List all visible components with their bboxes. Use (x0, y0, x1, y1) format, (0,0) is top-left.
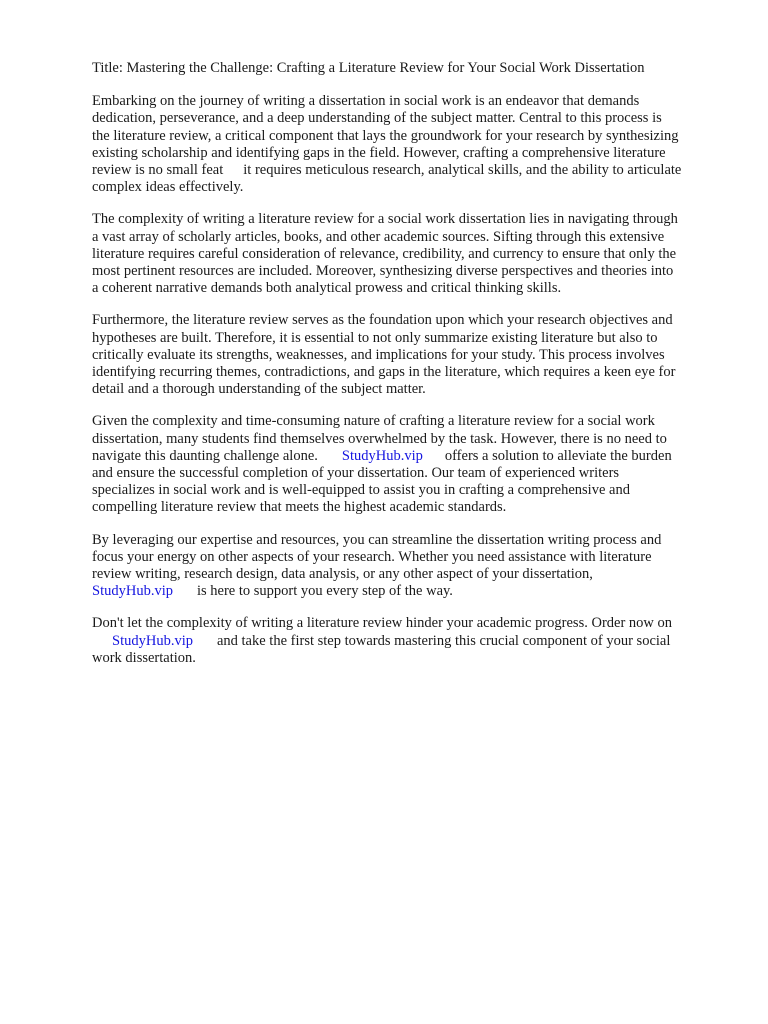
text-line: Given the complexity and time-consuming nature of crafting a literature review for a social work (92, 413, 655, 430)
text-segment: is here to support you every step of the way. (196, 583, 453, 600)
document-title: Title: Mastering the Challenge: Crafting a Literature Review for Your Social Work Dissertation (92, 60, 645, 76)
text-line (92, 583, 724, 600)
studyhub-link[interactable]: StudyHub.vip (112, 632, 193, 649)
document-page (92, 60, 724, 682)
paragraph-leverage (92, 532, 724, 601)
text-segment: it requires meticulous research, analytical skills, and the ability to articulate (243, 162, 682, 179)
text-line: existing scholarship and identifying gaps in the field. However, crafting a comprehensive literature (92, 144, 666, 161)
text-line: Embarking on the journey of writing a dissertation in social work is an endeavor that demands (92, 93, 640, 110)
text-line (92, 162, 724, 179)
text-line: critically evaluate its strengths, weaknesses, and implications for your study. This process involves (92, 346, 665, 363)
paragraph-complexity (92, 211, 724, 297)
text-segment: offers a solution to alleviate the burden (444, 447, 672, 464)
text-line: By leveraging our expertise and resources, you can streamline the dissertation writing process and (92, 531, 662, 548)
text-line: specializes in social work and is well-equipped to assist you in crafting a comprehensive and (92, 482, 630, 499)
studyhub-link[interactable]: StudyHub.vip (92, 583, 173, 600)
text-line (92, 448, 724, 465)
text-line: dedication, perseverance, and a deep understanding of the subject matter. Central to this process is (92, 110, 662, 127)
text-line: focus your energy on other aspects of your research. Whether you need assistance with literature (92, 548, 652, 565)
text-line: work dissertation. (92, 649, 196, 666)
text-line: compelling literature review that meets the highest academic standards. (92, 499, 507, 516)
text-line: the literature review, a critical component that lays the groundwork for your research by synthesizing (92, 127, 679, 144)
text-line: identifying recurring themes, contradictions, and gaps in the literature, which requires a keen eye for (92, 364, 676, 381)
text-line: The complexity of writing a literature review for a social work dissertation lies in navigating through (92, 211, 678, 228)
text-segment: and take the first step towards mastering this crucial component of your social (216, 632, 671, 649)
text-line: hypotheses are built. Therefore, it is essential to not only summarize existing literature but also to (92, 329, 658, 346)
studyhub-link[interactable]: StudyHub.vip (341, 447, 423, 464)
text-line: a coherent narrative demands both analytical prowess and critical thinking skills. (92, 280, 562, 297)
text-line: most pertinent resources are included. Moreover, synthesizing diverse perspectives and theories into (92, 263, 674, 280)
text-line: review writing, research design, data analysis, or any other aspect of your dissertation, (92, 566, 593, 583)
text-line: a vast array of scholarly articles, books, and other academic sources. Sifting through this extensive (92, 228, 665, 245)
text-line: Don't let the complexity of writing a literature review hinder your academic progress. Order now on (92, 615, 673, 632)
paragraph-cta (92, 615, 724, 667)
text-line: dissertation, many students find themselves overwhelmed by the task. However, there is no need to (92, 430, 667, 447)
paragraph-foundation (92, 312, 724, 398)
text-line: and ensure the successful completion of your dissertation. Our team of experienced writers (92, 465, 620, 482)
paragraph-help (92, 413, 724, 516)
text-segment: navigate this daunting challenge alone. (92, 447, 318, 464)
paragraph-intro (92, 93, 724, 196)
text-line: literature requires careful consideration of relevance, credibility, and currency to ensure that only the (92, 245, 677, 262)
text-segment: review is no small feat (92, 162, 224, 179)
text-line: complex ideas effectively. (92, 179, 244, 196)
text-line (92, 633, 724, 650)
text-line: Furthermore, the literature review serves as the foundation upon which your research objectives and (92, 312, 673, 329)
text-line: detail and a thorough understanding of the subject matter. (92, 381, 426, 398)
